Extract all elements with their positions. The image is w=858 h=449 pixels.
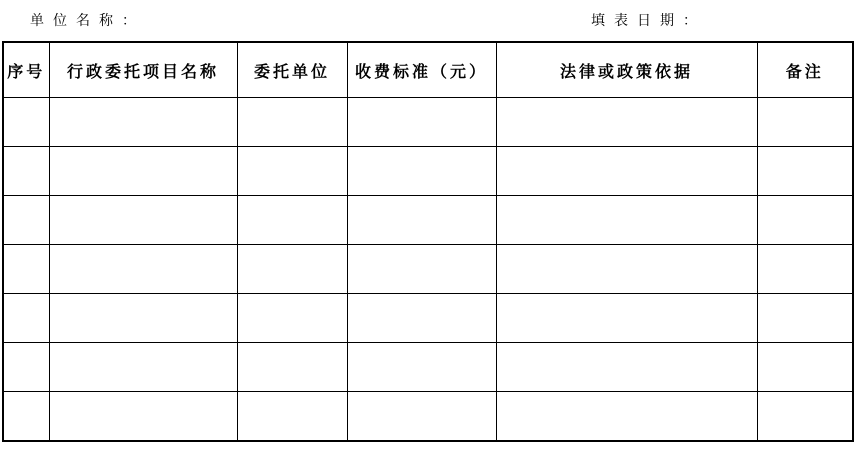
table-cell (237, 245, 347, 294)
fill-date-label: 填表日期： (591, 14, 706, 29)
table-row (3, 196, 853, 245)
table-cell (49, 245, 237, 294)
column-header-remarks: 备注 (757, 42, 853, 98)
table-cell (3, 294, 49, 343)
table-cell (496, 147, 757, 196)
column-header-basis: 法律或政策依据 (496, 42, 757, 98)
table-cell (3, 343, 49, 392)
column-header-index: 序号 (3, 42, 49, 98)
table-cell (237, 294, 347, 343)
table-cell (496, 98, 757, 147)
table-cell (757, 196, 853, 245)
table-cell (347, 294, 496, 343)
table-cell (496, 392, 757, 442)
table-row (3, 98, 853, 147)
table-cell (757, 245, 853, 294)
column-header-unit: 委托单位 (237, 42, 347, 98)
table-cell (347, 343, 496, 392)
table-cell (237, 392, 347, 442)
table-cell (347, 147, 496, 196)
table-cell (49, 98, 237, 147)
table-cell (496, 196, 757, 245)
column-header-project: 行政委托项目名称 (49, 42, 237, 98)
table-cell (237, 147, 347, 196)
table-row (3, 147, 853, 196)
table-cell (347, 245, 496, 294)
table-cell (347, 98, 496, 147)
table-row (3, 392, 853, 442)
table-header (3, 42, 853, 98)
table-cell (3, 392, 49, 442)
table-cell (496, 245, 757, 294)
table-header-row (3, 42, 853, 98)
table-row (3, 245, 853, 294)
table-cell (3, 245, 49, 294)
table-cell (757, 294, 853, 343)
table-cell (347, 196, 496, 245)
table-row (3, 343, 853, 392)
table-cell (757, 392, 853, 442)
table-cell (757, 147, 853, 196)
table-cell (757, 343, 853, 392)
table-body (3, 98, 853, 442)
table-cell (496, 343, 757, 392)
table-cell (3, 196, 49, 245)
table-cell (757, 98, 853, 147)
entrusted-projects-table (2, 41, 854, 442)
column-header-fee: 收费标准（元） (347, 42, 496, 98)
table-cell (237, 343, 347, 392)
table-cell (49, 392, 237, 442)
table-cell (49, 294, 237, 343)
table-cell (49, 147, 237, 196)
table-cell (237, 98, 347, 147)
table-cell (3, 98, 49, 147)
table-cell (347, 392, 496, 442)
table-cell (49, 343, 237, 392)
table-cell (496, 294, 757, 343)
table-row (3, 294, 853, 343)
table-cell (3, 147, 49, 196)
table-cell (49, 196, 237, 245)
table-cell (237, 196, 347, 245)
unit-name-label: 单位名称： (30, 14, 145, 29)
